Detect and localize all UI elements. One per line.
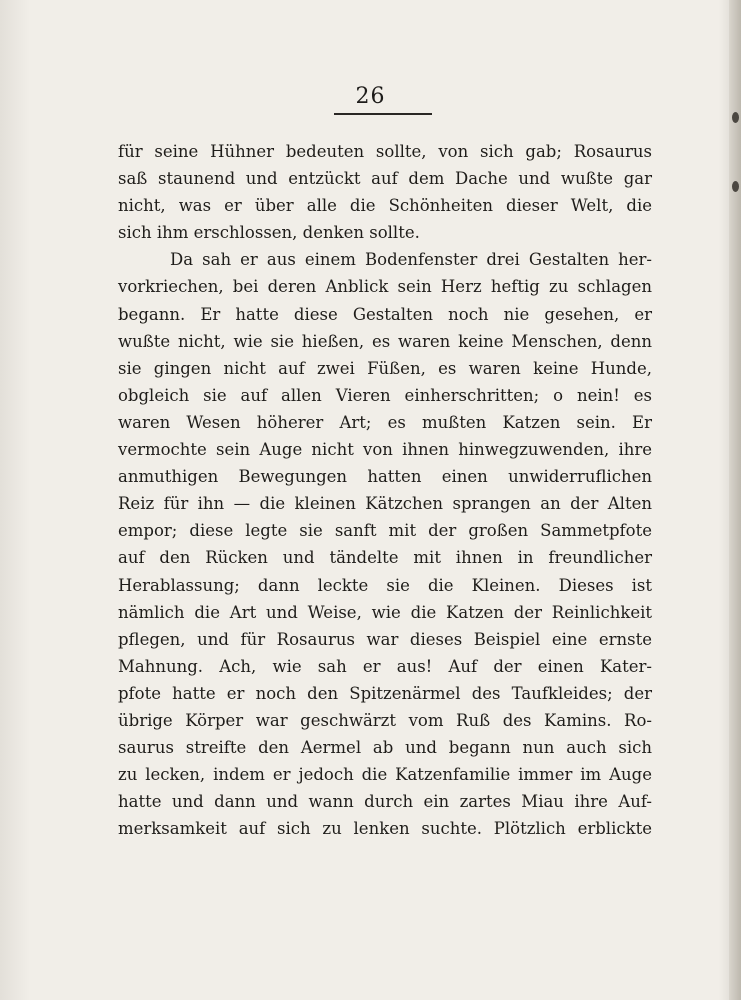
binding-hole bbox=[732, 181, 739, 192]
text-line: übrige Körper war geschwärzt vom Ruß des Kamins. Ro- bbox=[118, 710, 652, 730]
text-line: obgleich sie auf allen Vieren einherschritten; o nein! es bbox=[118, 385, 652, 405]
page-number: 26 bbox=[355, 84, 386, 109]
binding-hole bbox=[732, 112, 739, 123]
text-line: merksamkeit auf sich zu lenken suchte. Plötzlich erblickte bbox=[118, 819, 652, 839]
text-line: pfote hatte er noch den Spitzenärmel des Taufkleides; der bbox=[118, 683, 652, 703]
text-line: Herablassung; dann leckte sie die Kleinen. Dieses ist bbox=[118, 575, 652, 595]
text-line: sie gingen nicht auf zwei Füßen, es waren keine Hunde, bbox=[118, 358, 652, 378]
text-line: saß staunend und entzückt auf dem Dache und wußte gar bbox=[118, 169, 652, 189]
text-line: Mahnung. Ach, wie sah er aus! Auf der einen Kater- bbox=[118, 656, 652, 676]
text-line: für seine Hühner bedeuten sollte, von sich gab; Rosaurus bbox=[118, 142, 652, 161]
text-line: Da sah er aus einem Bodenfenster drei Gestalten her- bbox=[170, 250, 652, 270]
text-line: nämlich die Art und Weise, wie die Katzen der Reinlichkeit bbox=[118, 602, 652, 622]
text-line: saurus streifte den Aermel ab und begann nun auch sich bbox=[118, 738, 652, 758]
text-line: hatte und dann und wann durch ein zartes Miau ihre Auf- bbox=[118, 792, 652, 812]
text-line: waren Wesen höherer Art; es mußten Katzen sein. Er bbox=[118, 412, 652, 432]
text-line: wußte nicht, wie sie hießen, es waren keine Menschen, denn bbox=[118, 331, 652, 351]
text-line: pflegen, und für Rosaurus war dieses Beispiel eine ernste bbox=[118, 629, 652, 649]
text-line: sich ihm erschlossen, denken sollte. bbox=[118, 223, 420, 243]
text-line: vorkriechen, bei deren Anblick sein Herz heftig zu schlagen bbox=[118, 277, 652, 297]
body-text bbox=[118, 138, 652, 842]
text-line: auf den Rücken und tändelte mit ihnen in freundlicher bbox=[118, 548, 652, 568]
header-rule bbox=[334, 113, 432, 115]
page-edge bbox=[729, 0, 741, 1000]
text-line: zu lecken, indem er jedoch die Katzenfamilie immer im Auge bbox=[118, 765, 652, 785]
text-line: begann. Er hatte diese Gestalten noch nie gesehen, er bbox=[118, 304, 652, 324]
text-line: Reiz für ihn — die kleinen Kätzchen sprangen an der Alten bbox=[118, 494, 652, 514]
text-line: anmuthigen Bewegungen hatten einen unwiderruflichen bbox=[118, 467, 652, 487]
text-line: empor; diese legte sie sanft mit der großen Sammetpfote bbox=[118, 521, 652, 541]
text-line: vermochte sein Auge nicht von ihnen hinwegzuwenden, ihre bbox=[118, 440, 652, 460]
text-line: nicht, was er über alle die Schönheiten dieser Welt, die bbox=[118, 196, 652, 216]
